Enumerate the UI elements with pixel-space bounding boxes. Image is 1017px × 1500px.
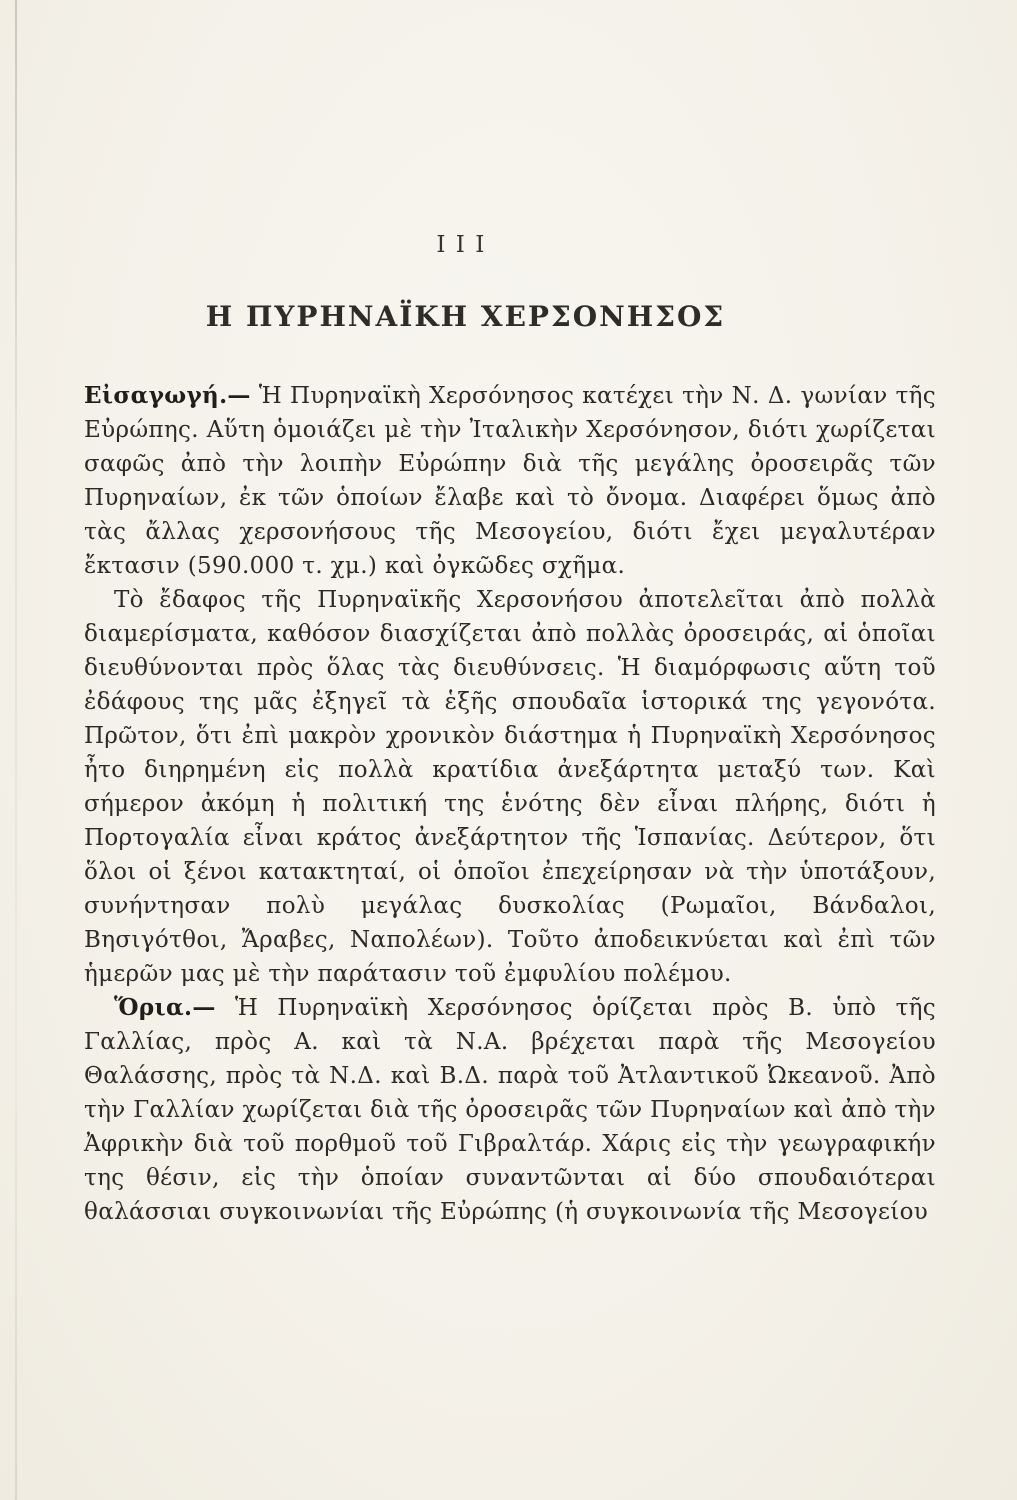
page-title: Η ΠΥΡΗΝΑΪΚΗ ΧΕΡΣΟΝΗΣΟΣ — [205, 300, 726, 333]
chapter-number: III — [436, 232, 495, 258]
paragraph-borders-lead: Ὅρια.— — [114, 994, 216, 1021]
paragraph-borders — [84, 991, 936, 1229]
paragraph-terrain-text: Τὸ ἔδαφος τῆς Πυρηναϊκῆς Χερσονήσου ἀποτελεῖται ἀπὸ πολλὰ διαμερίσματα, καθόσον διασχίζεται ἀπὸ πολλὰς ὀροσειράς, αἱ ὁποῖαι διευθύνονται πρὸς ὅλας τὰς διευθύνσεις. Ἡ διαμόρφωσις αὕτη τοῦ ἐδάφους της μᾶς ἐξηγεῖ τὰ ἑξῆς σπουδαῖα ἱστορικά της γεγονότα. Πρῶτον, ὅτι ἐπὶ μακρὸν χρονικὸν διάστημα ἡ Πυρηναϊκὴ Χερσόνησος ἦτο διηρημένη εἰς πολλὰ κρατίδια ἀνεξάρτητα μεταξύ των. Καὶ σήμερον ἀκόμη ἡ πολιτική της ἑνότης δὲν εἶναι πλήρης, διότι ἡ Πορτογαλία εἶναι κράτος ἀνεξάρτητον τῆς Ἱσπανίας. Δεύτερον, ὅτι ὅλοι οἱ ξένοι κατακτηταί, οἱ ὁποῖοι ἐπεχείρησαν νὰ τὴν ὑποτάξουν, συνήντησαν πολὺ μεγάλας δυσκολίας (Ρωμαῖοι, Βάνδαλοι, Βησιγότθοι, Ἄραβες, Ναπολέων). Τοῦτο ἀποδεικνύεται καὶ ἐπὶ τῶν ἡμερῶν μας μὲ τὴν παράτασιν τοῦ ἐμφυλίου πολέμου. — [84, 587, 936, 987]
paragraph-introduction — [84, 379, 936, 583]
page-body — [84, 379, 936, 1229]
paragraph-borders-text: Ἡ Πυρηναϊκὴ Χερσόνησος ὁρίζεται πρὸς Β. ὑπὸ τῆς Γαλλίας, πρὸς Α. καὶ τὰ Ν.Α. βρέχεται παρὰ τῆς Μεσογείου Θαλάσσης, πρὸς τὰ Ν.Δ. καὶ Β.Δ. παρὰ τοῦ Ἀτλαντικοῦ Ὠκεανοῦ. Ἀπὸ τὴν Γαλλίαν χωρίζεται διὰ τῆς ὀροσειρᾶς τῶν Πυρηναίων καὶ ἀπὸ τὴν Ἀφρικὴν διὰ τοῦ πορθμοῦ τοῦ Γιβραλτάρ. Χάρις εἰς τὴν γεωγραφικήν της θέσιν, εἰς τὴν ὁποίαν συναντῶνται αἱ δύο σπουδαιότεραι θαλάσσιαι συγκοινωνίαι τῆς Εὐρώπης (ἡ συγκοινωνία τῆς Μεσογείου — [84, 995, 936, 1225]
page-heading — [0, 0, 974, 333]
paragraph-terrain — [84, 583, 936, 991]
paragraph-introduction-text: Ἡ Πυρηναϊκὴ Χερσόνησος κατέχει τὴν Ν. Δ. γωνίαν τῆς Εὐρώπης. Αὕτη ὁμοιάζει μὲ τὴν Ἰταλικὴν Χερσόνησον, διότι χωρίζεται σαφῶς ἀπὸ τὴν λοιπὴν Εὐρώπην διὰ τῆς μεγάλης ὀροσειρᾶς τῶν Πυρηναίων, ἐκ τῶν ὁποίων ἔλαβε καὶ τὸ ὄνομα. Διαφέρει ὅμως ἀπὸ τὰς ἄλλας χερσονήσους τῆς Μεσογείου, διότι ἔχει μεγαλυτέραν ἔκτασιν (590.000 τ. χμ.) καὶ ὀγκῶδες σχῆμα. — [84, 383, 937, 579]
paragraph-introduction-lead: Εἰσαγωγή.— — [84, 382, 251, 409]
